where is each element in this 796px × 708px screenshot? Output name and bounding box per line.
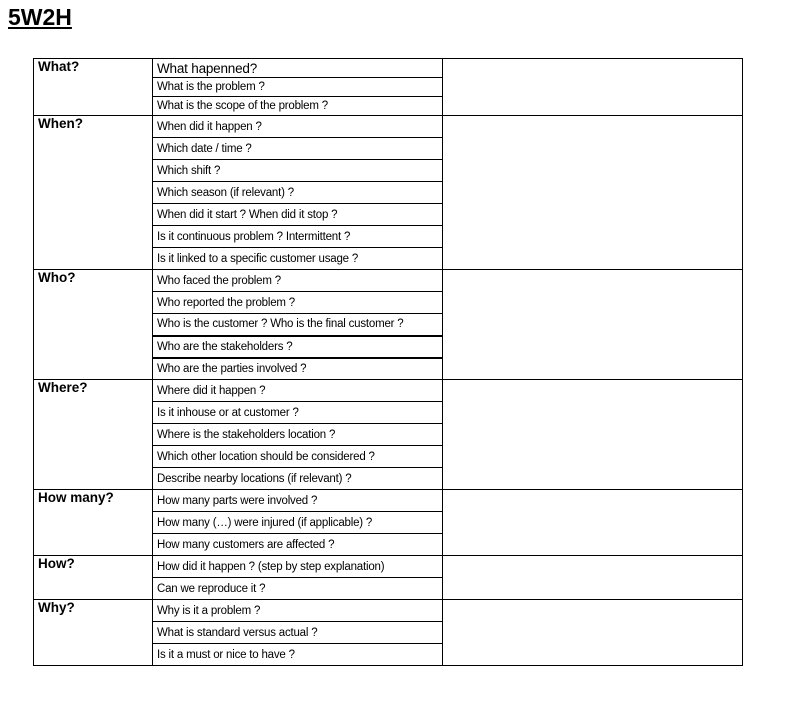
question-cell: Who are the stakeholders ?	[153, 336, 443, 358]
question-cell: What is the problem ?	[153, 78, 443, 97]
answer-cell-how[interactable]	[443, 556, 743, 600]
question-cell: Is it continuous problem ? Intermittent ?	[153, 226, 443, 248]
question-cell: What is the scope of the problem ?	[153, 97, 443, 116]
category-cell-why: Why?	[34, 600, 153, 666]
question-cell: Why is it a problem ?	[153, 600, 443, 622]
table-row	[34, 380, 743, 402]
question-cell: How many (…) were injured (if applicable) ?	[153, 512, 443, 534]
question-cell: What hapenned?	[153, 59, 443, 78]
category-cell-how: How?	[34, 556, 153, 600]
table-row	[34, 116, 743, 138]
category-cell-where: Where?	[34, 380, 153, 490]
table-row	[34, 59, 743, 78]
question-cell: When did it start ? When did it stop ?	[153, 204, 443, 226]
question-cell: Which shift ?	[153, 160, 443, 182]
question-cell: Can we reproduce it ?	[153, 578, 443, 600]
answer-cell-who[interactable]	[443, 270, 743, 380]
table-row	[34, 270, 743, 292]
table-row	[34, 490, 743, 512]
table-row	[34, 600, 743, 622]
category-cell-what: What?	[34, 59, 153, 116]
question-cell: Which other location should be considered ?	[153, 446, 443, 468]
table-body	[34, 59, 743, 666]
question-cell: How many parts were involved ?	[153, 490, 443, 512]
answer-cell-what[interactable]	[443, 59, 743, 116]
question-cell: Is it linked to a specific customer usage ?	[153, 248, 443, 270]
answer-cell-where[interactable]	[443, 380, 743, 490]
question-cell: Which date / time ?	[153, 138, 443, 160]
question-cell: Describe nearby locations (if relevant) ?	[153, 468, 443, 490]
page-title: 5W2H	[8, 4, 72, 30]
question-cell: What is standard versus actual ?	[153, 622, 443, 644]
question-cell: When did it happen ?	[153, 116, 443, 138]
question-cell: How many customers are affected ?	[153, 534, 443, 556]
5w2h-table	[33, 58, 743, 666]
question-cell: Who are the parties involved ?	[153, 358, 443, 380]
answer-cell-why[interactable]	[443, 600, 743, 666]
category-cell-when: When?	[34, 116, 153, 270]
question-cell: Who is the customer ? Who is the final customer ?	[153, 314, 443, 336]
question-cell: Is it a must or nice to have ?	[153, 644, 443, 666]
question-cell: Who reported the problem ?	[153, 292, 443, 314]
question-cell: Which season (if relevant) ?	[153, 182, 443, 204]
category-cell-how-many: How many?	[34, 490, 153, 556]
table-row	[34, 556, 743, 578]
question-cell: Where is the stakeholders location ?	[153, 424, 443, 446]
question-cell: Where did it happen ?	[153, 380, 443, 402]
question-cell: Who faced the problem ?	[153, 270, 443, 292]
answer-cell-how-many[interactable]	[443, 490, 743, 556]
question-cell: How did it happen ? (step by step explanation)	[153, 556, 443, 578]
question-cell: Is it inhouse or at customer ?	[153, 402, 443, 424]
category-cell-who: Who?	[34, 270, 153, 380]
answer-cell-when[interactable]	[443, 116, 743, 270]
